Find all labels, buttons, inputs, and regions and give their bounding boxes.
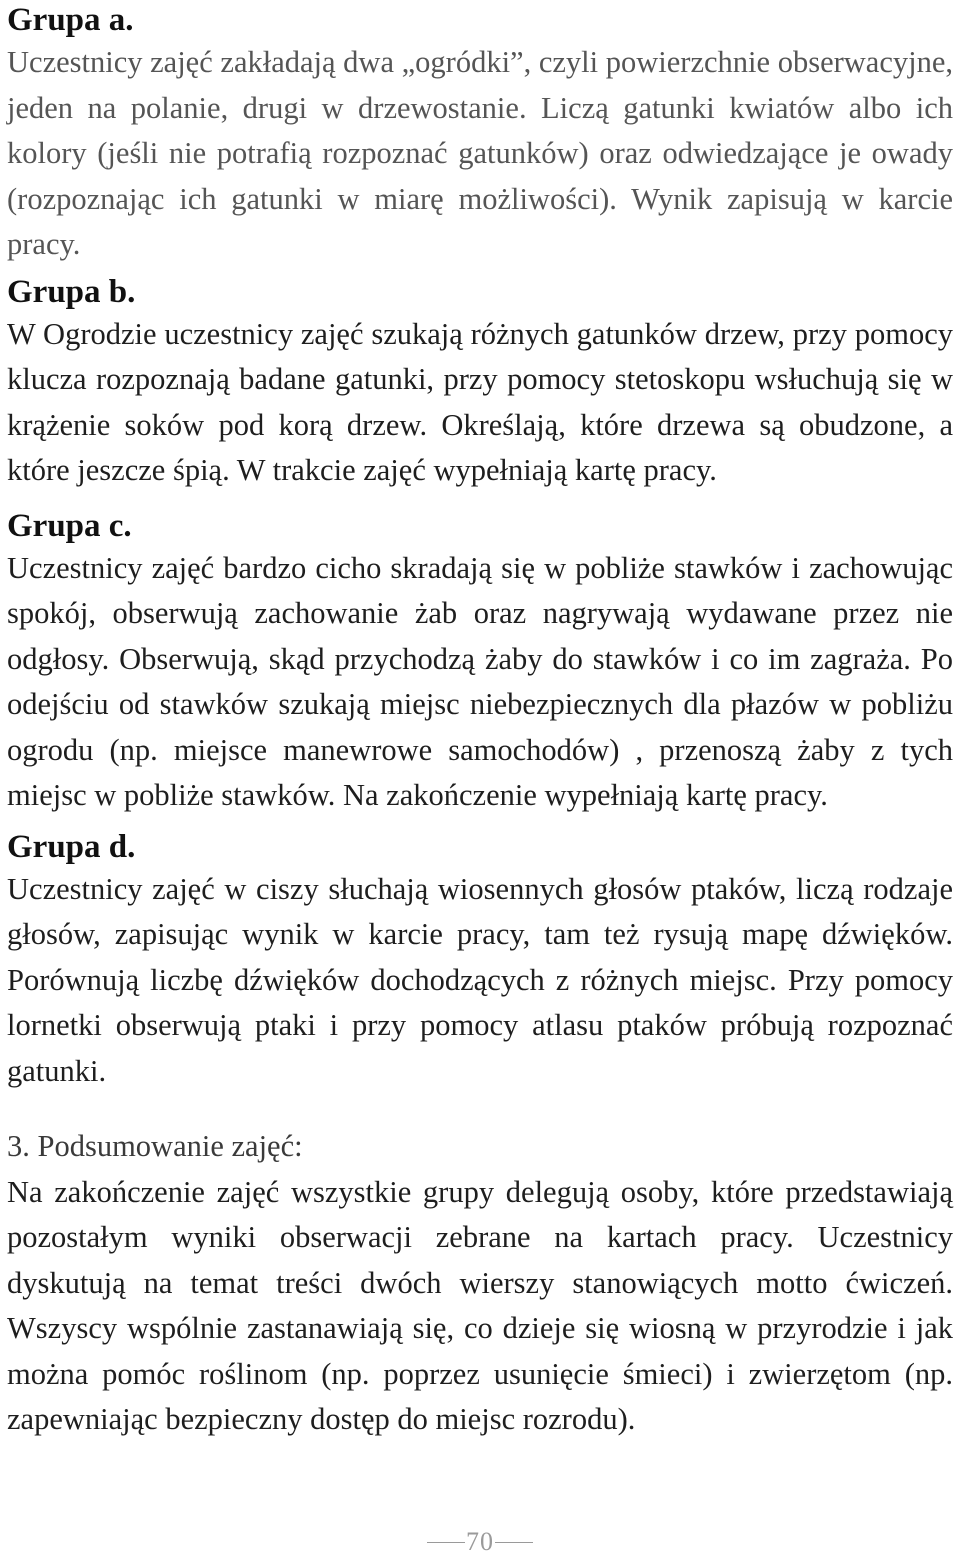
section-paragraph: Uczestnicy zajęć zakładają dwa „ogródki”, czyli powierzchnie obserwacyjne, jeden na polanie, drugi w drzewostanie. Liczą gatunki kwiatów albo ich kolory (jeśli nie potrafią rozpoznać gatunków) oraz odwiedzające je owady (rozpoznając ich gatunki w miarę możliwości). Wynik zapisują w karcie pracy. — [7, 45, 953, 261]
summary-title: 3. Podsumowanie zajęć: — [7, 1129, 303, 1163]
document-page — [7, 0, 953, 1443]
section-heading: Grupa b. — [7, 273, 136, 310]
section-group-a — [7, 0, 953, 268]
section-group-c — [7, 506, 953, 819]
section-heading: Grupa a. — [7, 2, 134, 38]
summary-section — [7, 1124, 953, 1443]
summary-paragraph: Na zakończenie zajęć wszystkie grupy delegują osoby, które przedstawiają pozostałym wyniki obserwacji zebrane na kartach pracy. Uczestnicy dyskutują na temat treści dwóch wierszy stanowiących motto ćwiczeń. Wszyscy wspólnie zastanawiają się, co dzieje się wiosną w przyrodzie i jak można pomóc roślinom (np. poprzez usunięcie śmieci) i zwierzętom (np. zapewniając bezpieczny dostęp do miejsc rozrodu). — [7, 1174, 953, 1436]
page-number: 70 — [466, 1527, 494, 1556]
section-heading: Grupa c. — [7, 507, 132, 544]
footer-rule-left — [427, 1542, 465, 1543]
section-paragraph: W Ogrodzie uczestnicy zajęć szukają różnych gatunków drzew, przy pomocy klucza rozpoznają badane gatunki, przy pomocy stetoskopu wsłuchują się w krążenie soków pod korą drzew. Określają, które drzewa są obudzone, a które jeszcze śpią. W trakcie zajęć wypełniają kartę pracy. — [7, 316, 953, 487]
section-paragraph: Uczestnicy zajęć bardzo cicho skradają się w pobliże stawków i zachowując spokój, obserwują zachowanie żab oraz nagrywają wydawane przez nie odgłosy. Obserwują, skąd przychodzą żaby do stawków i co im zagraża. Po odejściu od stawków szukają miejsc niebezpiecznych dla płazów w pobliżu ogrodu (np. miejsce manewrowe samochodów) , przenoszą żaby z tych miejsc w pobliże stawków. Na zakończenie wypełniają kartę pracy. — [7, 550, 953, 812]
section-paragraph: Uczestnicy zajęć w ciszy słuchają wiosennych głosów ptaków, liczą rodzaje głosów, zapisując wynik w karcie pracy, tam też rysują mapę dźwięków. Porównują liczbę dźwięków dochodzących z różnych miejsc. Przy pomocy lornetki obserwują ptaki i przy pomocy atlasu ptaków próbują rozpoznać gatunki. — [7, 871, 953, 1088]
section-group-b — [7, 272, 953, 494]
section-group-d — [7, 827, 953, 1095]
section-heading: Grupa d. — [7, 828, 136, 865]
footer-rule-right — [495, 1542, 533, 1543]
page-footer — [0, 1527, 960, 1557]
